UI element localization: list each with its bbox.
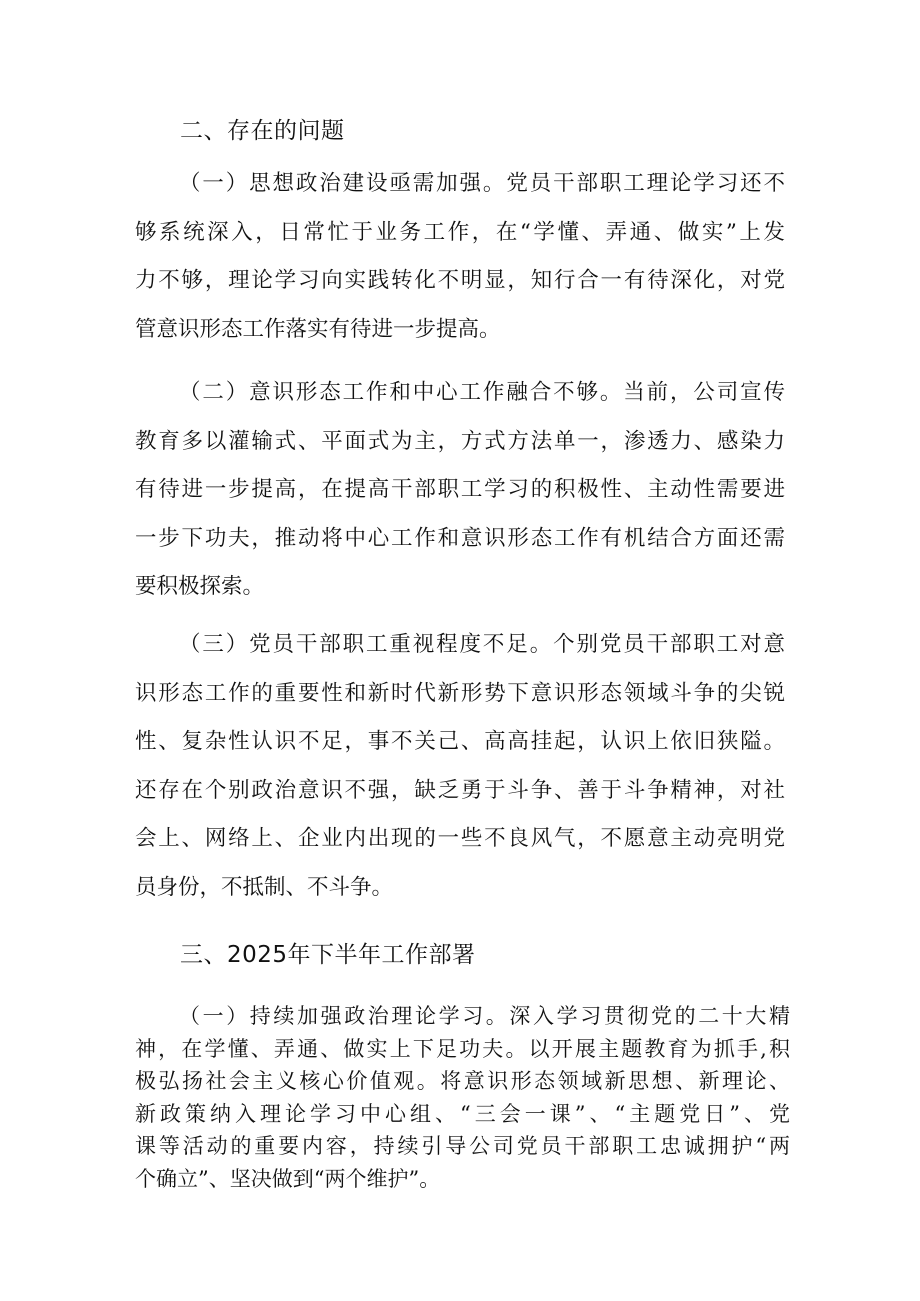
- text-line: 课等活动的重要内容，持续引导公司党员干部职工忠诚拥护“两: [135, 1134, 790, 1158]
- text-line: 有待进一步提高，在提高干部职工学习的积极性、主动性需要进: [135, 477, 785, 502]
- paragraph-problem-1: [135, 160, 785, 354]
- text-line: 会上、网络上、企业内出现的一些不良风气，不愿意主动亮明党: [135, 826, 785, 851]
- text-line: 力不够，理论学习向实践转化不明显，知行合一有待深化，对党: [135, 268, 785, 293]
- text-line: 个确立”、坚决做到“两个维护”。: [135, 1166, 441, 1191]
- text-line: 神，在学懂、弄通、做实上下足功夫。以开展主题教育为抓手,积: [135, 1036, 790, 1061]
- text-line: 新政策纳入理论学习中心组、“三会一课”、“主题党日”、党: [135, 1101, 790, 1126]
- text-line: 性、复杂性认识不足，事不关己、高高挂起，认识上依旧狭隘。: [135, 729, 785, 754]
- text-line: （三）党员干部职工重视程度不足。个别党员干部职工对意: [179, 632, 785, 657]
- text-line: 教育多以灌输式、平面式为主，方式方法单一，渗透力、感染力: [135, 428, 785, 454]
- paragraph-plan-1: [135, 1000, 790, 1195]
- section-heading-work-plan: 三、2025年下半年工作部署: [180, 942, 476, 968]
- text-line: （一）思想政治建设亟需加强。党员干部职工理论学习还不: [179, 171, 785, 196]
- text-line: 管意识形态工作落实有待进一步提高。: [135, 316, 501, 342]
- section-heading-problems: 二、存在的问题: [180, 118, 345, 144]
- text-line: 员身份，不抵制、不斗争。: [135, 874, 394, 900]
- text-line: 要积极探索。: [135, 574, 265, 599]
- paragraph-problem-3: [135, 621, 785, 912]
- text-line: （二）意识形态工作和中心工作融合不够。当前，公司宣传: [179, 380, 785, 405]
- text-line: 一步下功夫，推动将中心工作和意识形态工作有机结合方面还需: [135, 525, 785, 551]
- text-line: （一）持续加强政治理论学习。深入学习贯彻党的二十大精: [179, 1004, 790, 1028]
- text-line: 极弘扬社会主义核心价值观。将意识形态领域新思想、新理论、: [135, 1069, 790, 1093]
- text-line: 够系统深入，日常忙于业务工作，在“学懂、弄通、做实”上发: [135, 219, 785, 245]
- paragraph-problem-2: [135, 369, 785, 612]
- text-line: 识形态工作的重要性和新时代新形势下意识形态领域斗争的尖锐: [135, 680, 785, 706]
- text-line: 还存在个别政治意识不强，缺乏勇于斗争、善于斗争精神，对社: [135, 777, 785, 803]
